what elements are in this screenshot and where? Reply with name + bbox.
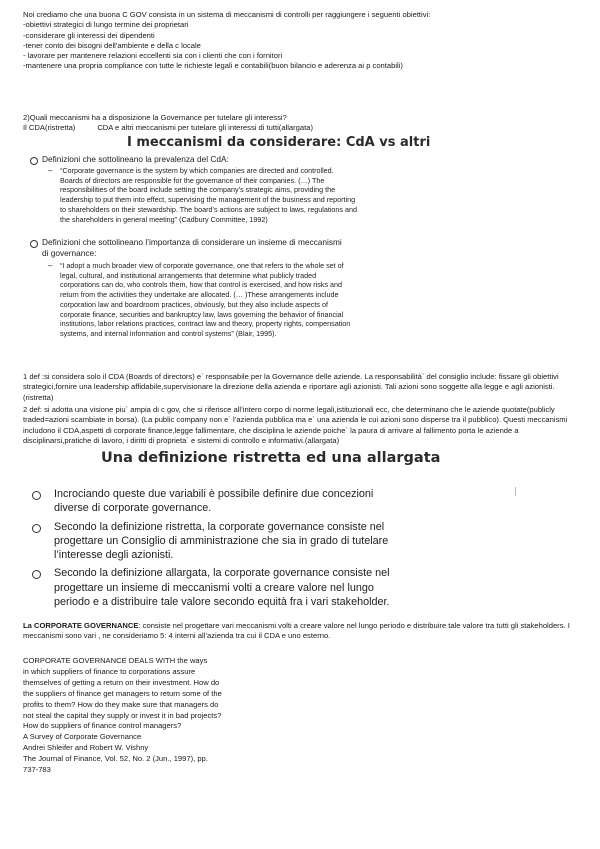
intro-item: - lavorare per mantenere relazioni eccellenti sia con i clienti che con i fornitori: [23, 51, 283, 61]
citation-line: Andrei Shleifer and Robert W. Vishny: [23, 743, 149, 753]
intro-item: -obiettivi strategici di lungo termine dei proprietari: [23, 20, 189, 30]
bullet-text: Definizioni che sottolineano la prevalenza del CdA:: [42, 154, 229, 164]
quote-text: “I adopt a much broader view of corporate governance, one that refers to the whole set of legal, cultural, and institutional arrangements that determine what publicly traded corporations can do, who controls them, how that control is exercised, and how risks and return from the activities they undertake are allocated. (… )These arrangements include corporation law and boardroom practices, obviously, but they also include aspects of corporate finance, securities and bankruptcy law, laws governing the behavior of financial institutions, labor relations practices, contract law and theory, property rights, compensation systems, and internal information and control systems” (Blair, 1995).: [60, 261, 351, 338]
citation-line: A Survey of Corporate Governance: [23, 732, 142, 742]
narrow-label: Il CDA(ristretta): [23, 123, 76, 133]
dash-icon: –: [48, 261, 53, 270]
intro-lead: Noi crediamo che una buona C GOV consista in un sistema di meccanismi di controlli per raggiungere i seguenti obiettivi:: [23, 10, 431, 19]
intro-block: [23, 10, 583, 72]
citation-line: How do suppliers of finance control managers?: [23, 721, 182, 731]
question-line-2: [23, 123, 583, 133]
slide2-title: Una definizione ristretta ed una allargata: [101, 450, 441, 466]
citation-block: [23, 656, 343, 776]
citation-line: CORPORATE GOVERNANCE DEALS WITH the ways: [23, 656, 208, 665]
citation-line: profits to them? How do they make sure that managers do: [23, 699, 219, 709]
intro-item: -tener conto dei bisogni dell'ambiente e della c locale: [23, 40, 201, 50]
slide1-title: I meccanismi da considerare: CdA vs altri: [127, 135, 431, 150]
circle-bullet-icon: [32, 524, 41, 533]
definition-narrow: 1 def :si considera solo il CDA (Boards of directors) e` responsabile per la Governance delle aziende. La responsabilità` del consiglio include: fissare gli obiettivi strategici,fornire una leadership affidabile,supervisionare la direzione della azienda e riportare agli azionisti. Tali azioni sono soggette alla legge e agli azionisti. (ristretta): [23, 372, 559, 402]
citation-line: in which suppliers of finance to corporations assure: [23, 666, 196, 676]
citation-line: not steal the capital they supply or invest it in bad projects?: [23, 710, 222, 720]
question-line: 2)Quali meccanismi ha a disposizione la Governance per tutelare gli interessi?: [23, 113, 287, 122]
citation-line: themselves of getting a return on their investment. How do: [23, 677, 220, 687]
intro-item: -considerare gli interessi dei dipendenti: [23, 30, 155, 40]
question-block: [23, 113, 583, 134]
summary-text: : consiste nel progettare vari meccanismi volti a creare valore nel lungo periodo e distribuire tale valore tra tutti gli stakeholders. I meccanismi sono vari , ne consideriamo 5: 4 interni all’azienda tra cui il CDA e uno esterno.: [23, 621, 570, 641]
definition-broad: 2 def: si adotta una visione piu` ampia di c gov, che si riferisce all’intero corpo di norme legali,istituzionali ecc, che determinano che le aziende quotate(publicly traded=azioni scambiate in borsa). (La public company non e` l’azienda pubblica ma e` una azienda le cui azioni sono disperse tra il pubblico). Questi meccanismi includono il CDA,aspetti di corporate finance,legge fallimentare, che disciplina le aziende poiche` la paura di arrivare al fallimento porta le aziende a disciplinarsi,pratiche di lavoro, i diritti di proprieta` e sistemi di controllo e informativi.(allargata): [23, 405, 568, 445]
list-item: [32, 566, 394, 609]
list-item: [32, 520, 394, 563]
summary-bold: La CORPORATE GOVERNANCE: [23, 621, 139, 630]
circle-bullet-icon: [30, 240, 38, 248]
citation-line: 737-783: [23, 765, 51, 775]
list-item-text: Incrociando queste due variabili è possibile definire due concezioni diverse di corporate governance.: [54, 488, 374, 515]
slide1-bullet: [30, 237, 342, 258]
scan-mark: [515, 487, 516, 496]
bullet-text: Definizioni che sottolineano l’importanza di considerare un insieme di meccanismi di governance:: [42, 237, 342, 258]
cadbury-quote: [48, 166, 358, 224]
slide2-list: [32, 487, 394, 613]
circle-bullet-icon: [30, 157, 38, 165]
quote-text: “Corporate governance is the system by which companies are directed and controlled. Boards of directors are responsible for the governance of their companies. (…) The responsibilities of the board include setting the company’s strategic aims, providing the leadership to put them into effect, supervising the management of the business and reporting to shareholders on their stewardship. The board’s actions are subject to laws, regulations and the shareholders in general meeting” (Cadbury Committee, 1992): [60, 166, 357, 224]
broad-label: CDA e altri meccanismi per tutelare gli interessi di tutti(allargata): [97, 123, 313, 133]
citation-line: the suppliers of finance get managers to return some of the: [23, 688, 222, 698]
dash-icon: –: [48, 166, 53, 175]
list-item-text: Secondo la definizione allargata, la corporate governance consiste nel progettare un insieme di meccanismi volti a creare valore nel lungo periodo e a distribuire tale valore secondo equità fra i vari stakeholder.: [54, 567, 390, 609]
blair-quote: [48, 261, 352, 339]
list-item-text: Secondo la definizione ristretta, la corporate governance consiste nel progettare un Consiglio di amministrazione che sia in grado di tutelare l’interesse degli azionisti.: [54, 520, 389, 562]
summary-paragraph: [23, 621, 583, 642]
circle-bullet-icon: [32, 570, 41, 579]
list-item: [32, 487, 394, 516]
slide1-bullet: [30, 154, 342, 165]
citation-line: The Journal of Finance, Vol. 52, No. 2 (Jun., 1997), pp.: [23, 754, 208, 764]
intro-item: -mantenere una propria compliance con tutte le richieste legali e contabili(buon bilancio e aderenza ai p contabili): [23, 61, 403, 71]
circle-bullet-icon: [32, 491, 41, 500]
